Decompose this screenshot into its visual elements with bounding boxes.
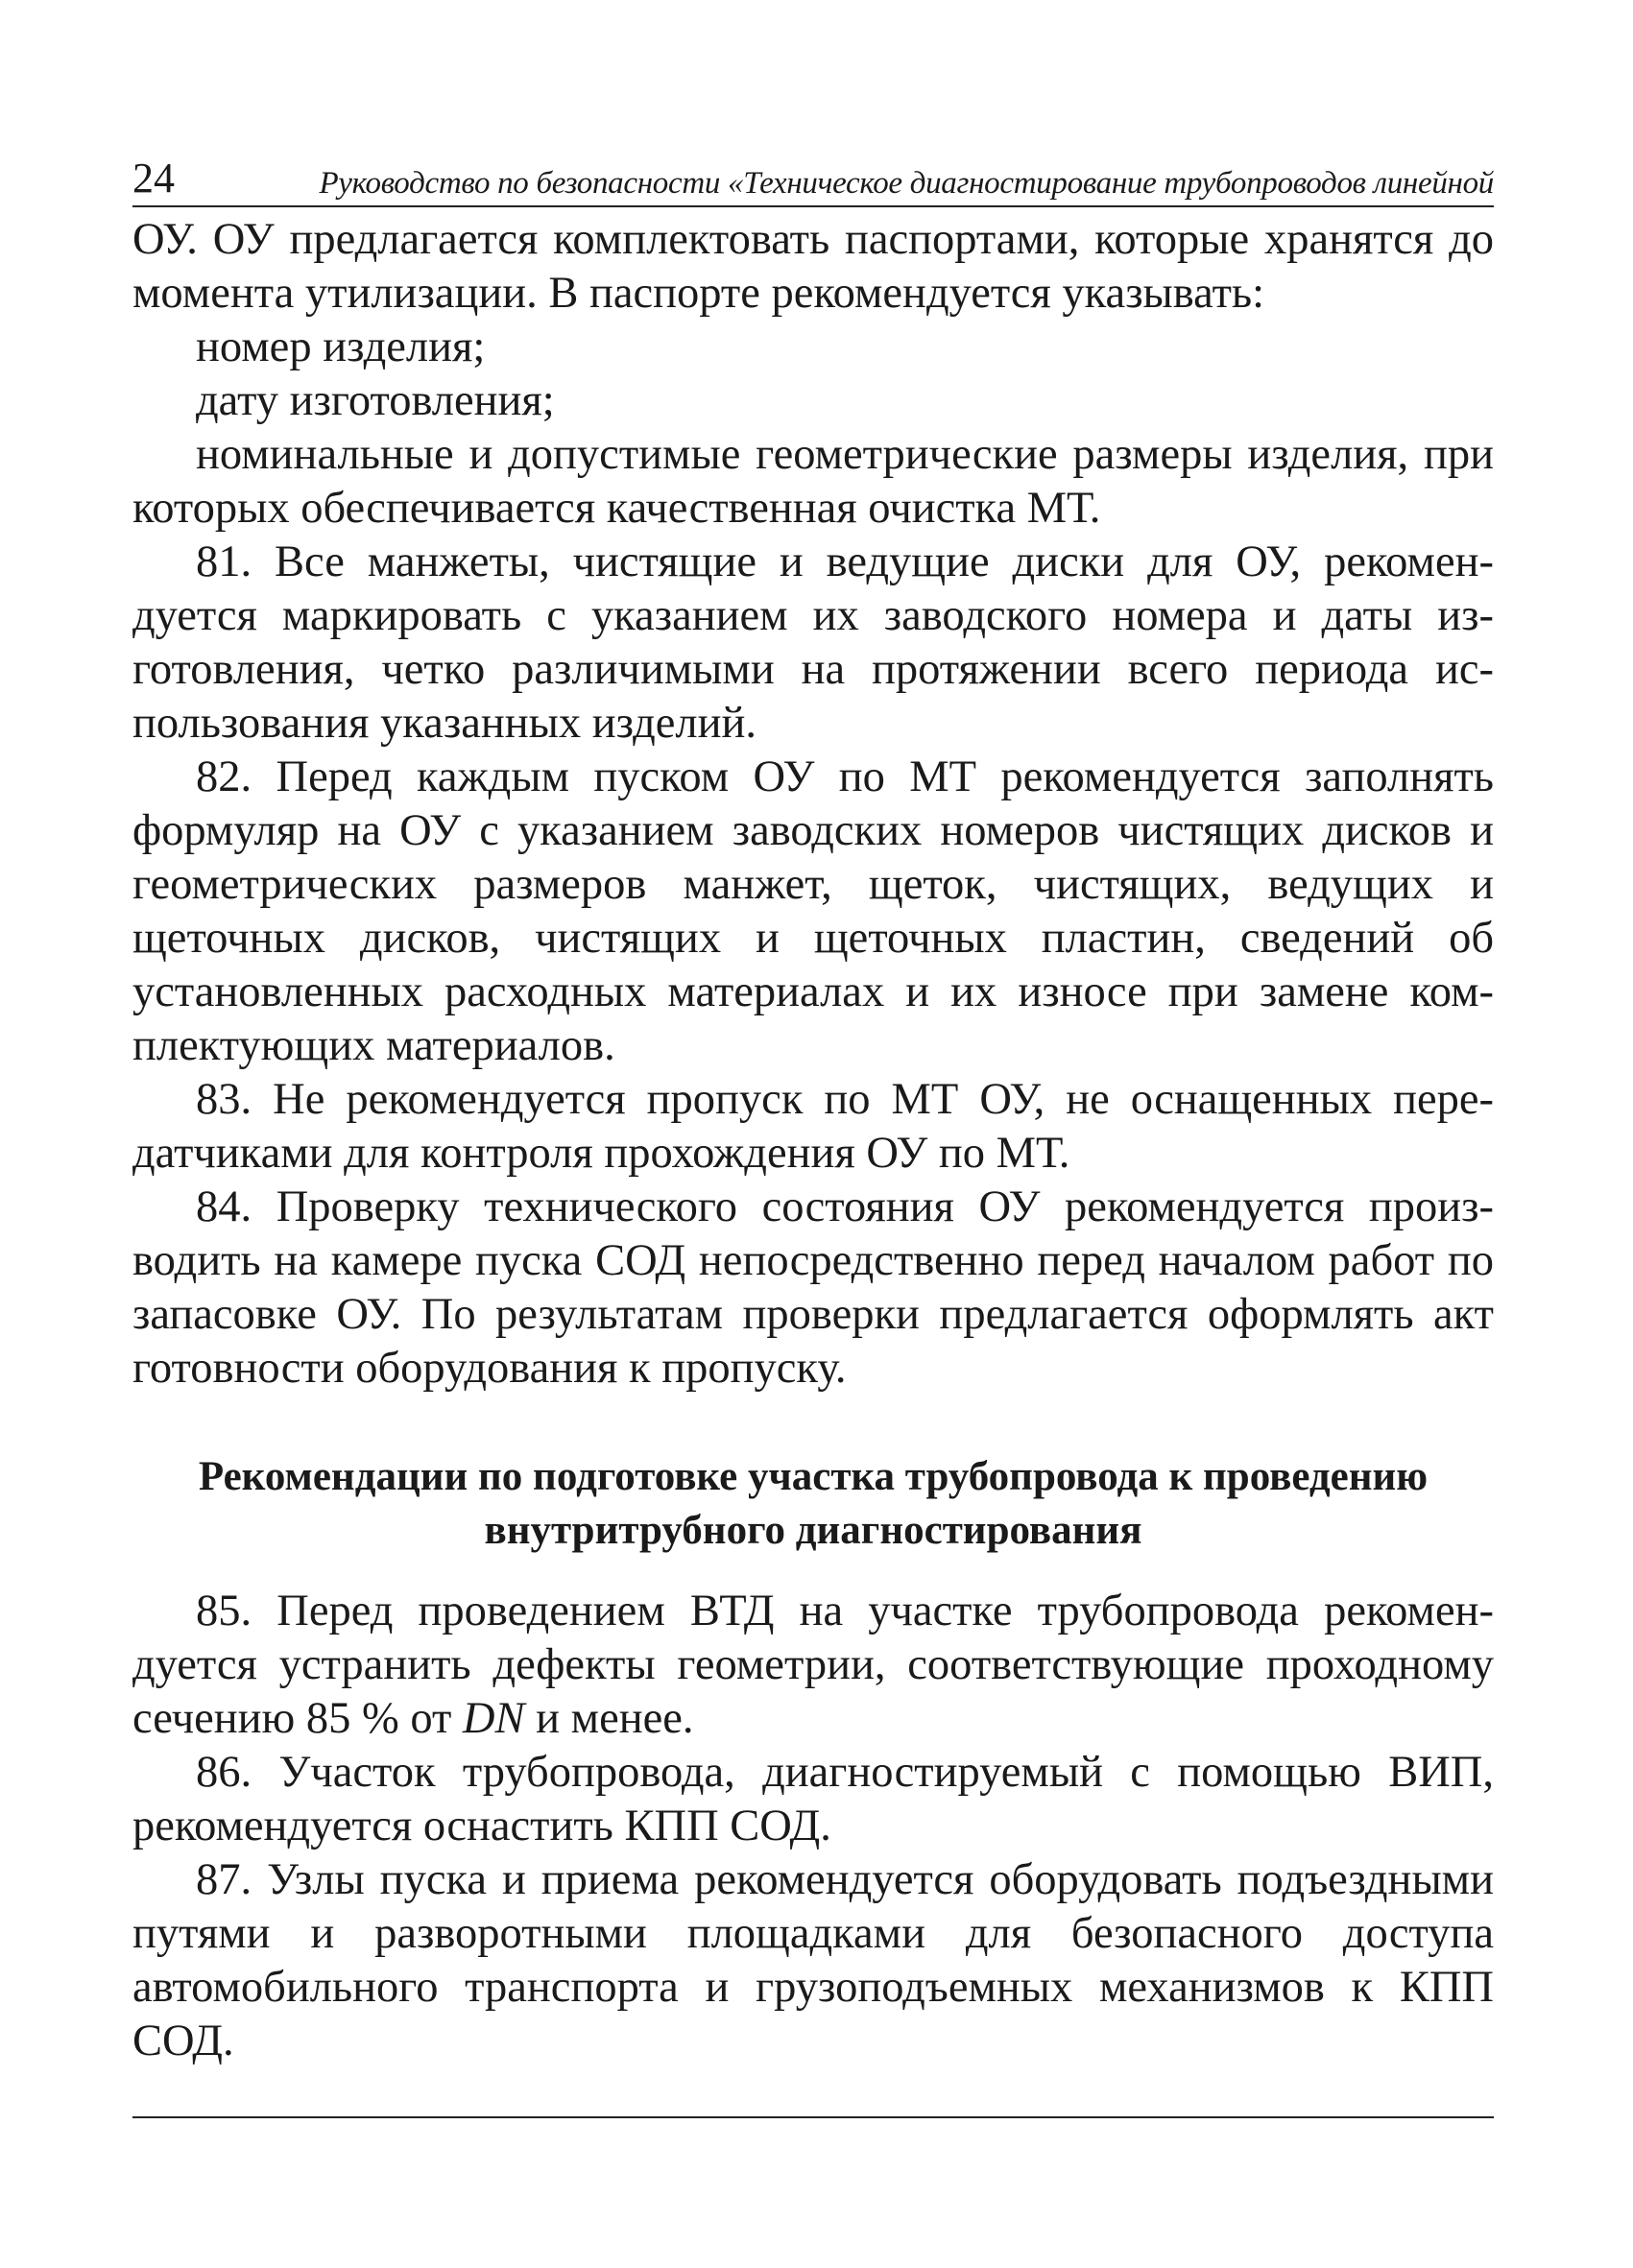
page-body [132,213,1494,2068]
document-page [132,142,1494,2068]
paragraph-86: 86. Участок трубопровода, диагностируемый с помощью ВИП, рекомендуется оснастить КПП СОД. [132,1748,1494,1850]
paragraph-85-text-a: 85. Перед проведением ВТД на участке трубопровода рекомендуется устранить дефекты геометрии, соответствующие проходному сечению 85 % от [132,1587,1494,1743]
list-item-dimensions: номинальные и допустимые геометрические размеры изделия, при которых обеспечивается качественная очистка МТ. [132,430,1494,533]
paragraph-continued: ОУ. ОУ предлагается комплектовать паспортами, которые хранятся до момента утилизации. В паспорте рекомендуется указывать: [132,215,1494,318]
paragraph-85-dn: DN [462,1694,525,1743]
paragraph-82: 82. Перед каждым пуском ОУ по МТ рекомендуется заполнять формуляр на ОУ с указанием заводских номеров чистящих дисков и геометрических размеров манжет, щеток, чистящих, ведущих и щеточных дисков, чистящих и щеточных пластин, сведений об установленных расходных материалах и их износе при замене комплектующих материалов. [132,752,1494,1070]
paragraph-83: 83. Не рекомендуется пропуск по МТ ОУ, не оснащенных передатчиками для контроля прохождения ОУ по МТ. [132,1075,1494,1178]
paragraph-81: 81. Все манжеты, чистящие и ведущие диски для ОУ, рекомендуется маркировать с указанием их заводского номера и даты изготовления, четко различимыми на протяжении всего периода использования указанных изделий. [132,537,1494,748]
paragraph-87: 87. Узлы пуска и приема рекомендуется оборудовать подъездными путями и разворотными площадками для безопасного доступа автомобильного транспорта и грузоподъемных механизмов к КПП СОД. [132,1855,1494,2065]
running-title: Руководство по безопасности «Техническое диагностирование трубопроводов линейной [319,166,1494,201]
paragraph-85 [132,1585,1494,1746]
list-item-manufacture-date: дату изготовления; [196,376,555,425]
section-heading [132,1450,1494,1558]
page-header [132,142,1494,207]
paragraph-84: 84. Проверку технического состояния ОУ рекомендуется производить на камере пуска СОД непосредственно перед началом работ по запасовке ОУ. По результатам проверки предлагается оформлять акт готовности оборудования к пропуску. [132,1182,1494,1393]
page-number: 24 [132,155,175,202]
section-heading-line-2: внутритрубного диагностирования [484,1508,1142,1553]
list-item-product-number: номер изделия; [196,322,486,371]
footer-rule [132,2116,1494,2118]
paragraph-85-text-b: и менее. [524,1694,694,1743]
section-heading-line-1: Рекомендации по подготовке участка трубопровода к проведению [198,1454,1429,1499]
